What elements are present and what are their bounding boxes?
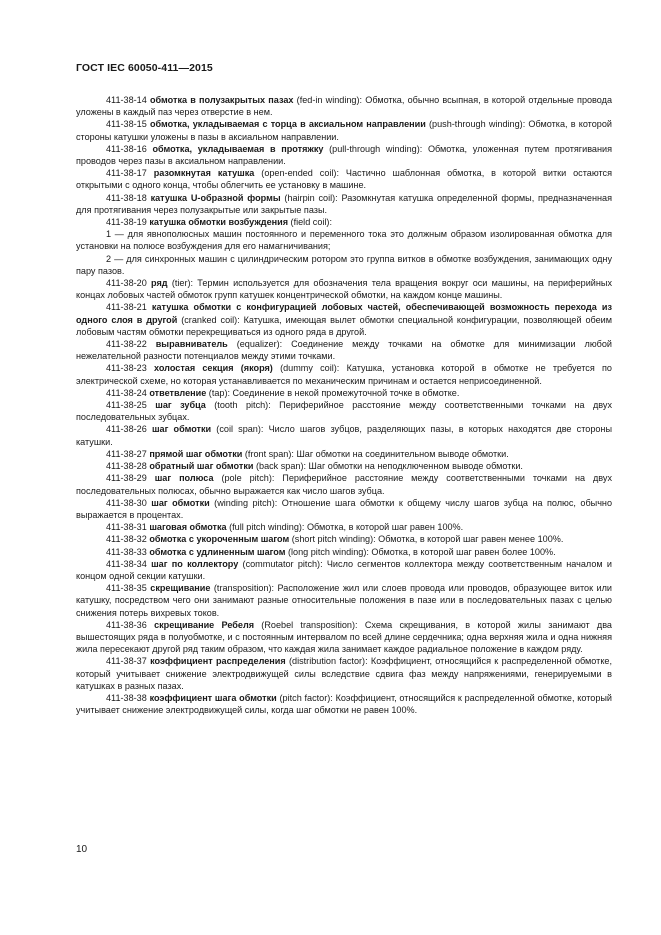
entry-number: 411-38-38 bbox=[106, 692, 150, 703]
entry-term: коэффициент шага обмотки bbox=[149, 692, 277, 703]
entry-definition: (pole pitch): Периферийное расстояние между соответственными точками на двух последовательных полюсах, обычно выражается как число шагов зубца. bbox=[76, 473, 613, 496]
glossary-entry bbox=[76, 582, 612, 619]
entry-definition: (coil span): Число шагов зубцов, разделяющих пазы, в которых находятся две стороны катушки. bbox=[76, 424, 612, 447]
entry-term: выравниватель bbox=[155, 339, 228, 350]
entry-number: 411-38-24 bbox=[106, 387, 150, 398]
glossary-entry bbox=[76, 423, 612, 447]
entry-definition: (field coil): bbox=[288, 217, 332, 228]
glossary-entry bbox=[76, 301, 612, 338]
entry-number: 411-38-36 bbox=[106, 619, 155, 630]
entry-definition: (equalizer): Соединение между точками на обмотке для минимизации любой нежелательной разности потенциалов между этими точками. bbox=[76, 339, 612, 362]
entry-number: 411-38-15 bbox=[106, 119, 150, 130]
page-number: 10 bbox=[76, 844, 88, 855]
entry-definition: (transposition): Расположение жил или слоев провода или проводов, образующее виток или катушку, посредством чего они занимают разные относительные положения в пазе или в последовательных пазах с целью снижения потерь вихревых токов. bbox=[76, 583, 612, 618]
entry-number: 411-38-27 bbox=[106, 448, 150, 459]
entry-number: 411-38-14 bbox=[106, 95, 150, 105]
glossary-entry bbox=[76, 399, 612, 423]
entry-definition: (pull-through winding): Обмотка, уложенная путем протягивания проводов через пазы в аксиальном направлении. bbox=[76, 143, 613, 167]
entry-number: 411-38-19 bbox=[106, 217, 150, 228]
entry-term: ряд bbox=[151, 278, 168, 289]
entry-term: ответвление bbox=[149, 387, 207, 398]
glossary-entry bbox=[76, 692, 612, 716]
entry-definition: 2 — для синхронных машин с цилиндрическим ротором это группа витков в обмотке возбуждения, занимающих одну пару пазов. bbox=[76, 253, 612, 276]
entry-definition: (fed-in winding): Обмотка, обычно всыпная, в которой отдельные провода уложены в каждый паз через отверстие в нем. bbox=[76, 95, 613, 118]
glossary-entry bbox=[76, 655, 612, 692]
glossary-entry bbox=[76, 143, 612, 167]
entry-number: 411-38-22 bbox=[106, 339, 156, 350]
glossary-subentry bbox=[76, 253, 612, 277]
entry-definition: (front span): Шаг обмотки на соединительном выводе обмотки. bbox=[242, 448, 509, 459]
entry-definition: (winding pitch): Отношение шага обмотки к общему числу шагов зубца на полюс, обычно выражается в процентах. bbox=[76, 497, 613, 520]
entry-definition: (full pitch winding): Обмотка, в которой шаг равен 100%. bbox=[226, 522, 464, 533]
glossary-entry bbox=[76, 533, 612, 545]
entry-term: обмотка, укладываемая с торца в аксиальном направлении bbox=[149, 119, 426, 130]
entry-term: обмотка с удлиненным шагом bbox=[149, 546, 286, 557]
glossary-entry bbox=[76, 192, 612, 216]
entry-number: 411-38-32 bbox=[106, 534, 150, 545]
entry-number: 411-38-28 bbox=[106, 461, 150, 472]
entry-definition: (pitch factor): Коэффициент, относящийся к распределенной обмотке, который учитывает снижение электродвижущей силы, когда шаг обмотки не равен 100%. bbox=[76, 692, 613, 716]
entry-number: 411-38-18 bbox=[106, 192, 151, 203]
entry-definition: (Roebel transposition): Схема скрещивания, в которой жилы занимают два вышестоящих ряда в полуобмотке, и с постоянным интервалом по всей длине сердечника; одна верхняя жила и одна нижняя жила пересекают другой ряд таким образом, что каждая жила занимает каждое радиальное положение в каждом ряду. bbox=[76, 619, 612, 655]
entry-term: шаг обмотки bbox=[151, 497, 210, 508]
entry-term: скрещивание bbox=[150, 583, 211, 594]
entry-number: 411-38-26 bbox=[106, 424, 152, 435]
entry-term: обратный шаг обмотки bbox=[149, 461, 254, 472]
entry-term: катушка U-образной формы bbox=[150, 192, 281, 203]
entry-definition: (push-through winding): Обмотка, в которой стороны катушки уложены в пазы в аксиальном направлении. bbox=[76, 119, 613, 142]
entry-definition: (cranked coil): Катушка, имеющая вылет обмотки специальной конфигурации, позволяющей обеим лобовым частям обмотки перекрещиваться из одного ряда в другой. bbox=[76, 314, 612, 337]
entry-term: обмотка, укладываемая в протяжку bbox=[152, 143, 324, 154]
glossary-entry bbox=[76, 619, 612, 656]
entry-term: обмотка в полузакрытых пазах bbox=[150, 95, 294, 105]
entry-definition: 1 — для явнополюсных машин постоянного и переменного тока это должным образом изолированная обмотка для установки на полюсе возбуждения для его намагничивания; bbox=[76, 229, 612, 252]
entry-definition: (open-ended coil): Частично шаблонная обмотка, в которой витки остаются открытыми с одного конца, чтобы облегчить ее установку в машине. bbox=[76, 168, 612, 191]
entry-term: шаг зубца bbox=[155, 400, 206, 411]
glossary-entry bbox=[76, 448, 612, 460]
glossary-subentry bbox=[76, 228, 612, 252]
entry-term: катушка обмотки возбуждения bbox=[149, 217, 289, 228]
entry-number: 411-38-33 bbox=[106, 546, 150, 557]
glossary-entry bbox=[76, 472, 612, 496]
entry-number: 411-38-35 bbox=[106, 583, 151, 594]
entry-term: скрещивание Ребеля bbox=[154, 619, 255, 630]
entry-definition: (short pitch winding): Обмотка, в которой шаг равен менее 100%. bbox=[289, 534, 564, 545]
entry-term: шаговая обмотка bbox=[149, 522, 227, 533]
entry-number: 411-38-29 bbox=[106, 473, 155, 484]
entry-number: 411-38-23 bbox=[106, 363, 155, 374]
entry-term: обмотка с укороченным шагом bbox=[149, 534, 290, 545]
glossary-body bbox=[76, 94, 612, 716]
entry-term: шаг по коллектору bbox=[151, 558, 239, 569]
entry-term: катушка обмотки с конфигурацией лобовых частей, обеспечивающей возможность перехода из одного слоя в другой bbox=[76, 302, 613, 325]
glossary-entry bbox=[76, 216, 612, 228]
entry-term: шаг полюса bbox=[154, 473, 214, 484]
entry-number: 411-38-20 bbox=[106, 278, 152, 289]
entry-term: прямой шаг обмотки bbox=[149, 448, 243, 459]
entry-definition: (back span): Шаг обмотки на неподключенном выводе обмотки. bbox=[253, 461, 523, 472]
glossary-entry bbox=[76, 338, 612, 362]
glossary-entry bbox=[76, 277, 612, 301]
entry-number: 411-38-31 bbox=[106, 522, 150, 533]
entry-number: 411-38-16 bbox=[106, 143, 153, 154]
entry-number: 411-38-30 bbox=[106, 497, 152, 508]
glossary-entry bbox=[76, 94, 612, 118]
entry-term: разомкнутая катушка bbox=[153, 168, 255, 179]
entry-definition: (hairpin coil): Разомкнутая катушка определенной формы, предназначенная для протягивания через полузакрытые или закрытые пазы. bbox=[76, 192, 612, 215]
entry-number: 411-38-17 bbox=[106, 168, 154, 179]
entry-definition: (distribution factor): Коэффициент, относящийся к распределенной обмотке, который учитывает снижение электродвижущей силы вследствие сдвига фаз между напряжениями, генерируемыми в катушках в разных пазах. bbox=[76, 656, 612, 691]
entry-number: 411-38-21 bbox=[106, 302, 152, 313]
glossary-entry bbox=[76, 362, 612, 386]
entry-definition: (long pitch winding): Обмотка, в которой шаг равен более 100%. bbox=[285, 546, 556, 557]
glossary-entry bbox=[76, 558, 612, 582]
glossary-entry bbox=[76, 521, 612, 533]
glossary-entry bbox=[76, 497, 612, 521]
glossary-entry bbox=[76, 387, 612, 399]
entry-term: коэффициент распределения bbox=[150, 656, 286, 667]
entry-definition: (tooth pitch): Периферийное расстояние между соответственными точками на двух последовательных зубцах. bbox=[76, 400, 612, 423]
entry-number: 411-38-25 bbox=[106, 400, 156, 411]
entry-definition: (commutator pitch): Число сегментов коллектора между соответственным началом и концом одной секции катушки. bbox=[76, 558, 613, 581]
entry-term: холостая секция (якоря) bbox=[154, 363, 273, 374]
entry-term: шаг обмотки bbox=[151, 424, 212, 435]
glossary-entry bbox=[76, 118, 612, 142]
entry-definition: (dummy coil): Катушка, установка которой в обмотке не требуется по электрической схеме, но которая устанавливается по механическим причинам и остается неприсоединенной. bbox=[76, 363, 612, 386]
entry-definition: (tap): Соединение в некой промежуточной точке в обмотке. bbox=[206, 387, 460, 398]
entry-definition: (tier): Термин используется для обозначения тела вращения вокруг оси машины, на периферийных концах лобовых частей обмоток групп катушек концентрической обмотки, на каждом конце машины. bbox=[76, 278, 612, 301]
glossary-entry bbox=[76, 460, 612, 472]
entry-number: 411-38-37 bbox=[106, 656, 151, 667]
glossary-entry bbox=[76, 546, 612, 558]
entry-number: 411-38-34 bbox=[106, 558, 152, 569]
document-header: ГОСТ IEC 60050-411—2015 bbox=[76, 62, 213, 74]
glossary-entry bbox=[76, 167, 612, 191]
